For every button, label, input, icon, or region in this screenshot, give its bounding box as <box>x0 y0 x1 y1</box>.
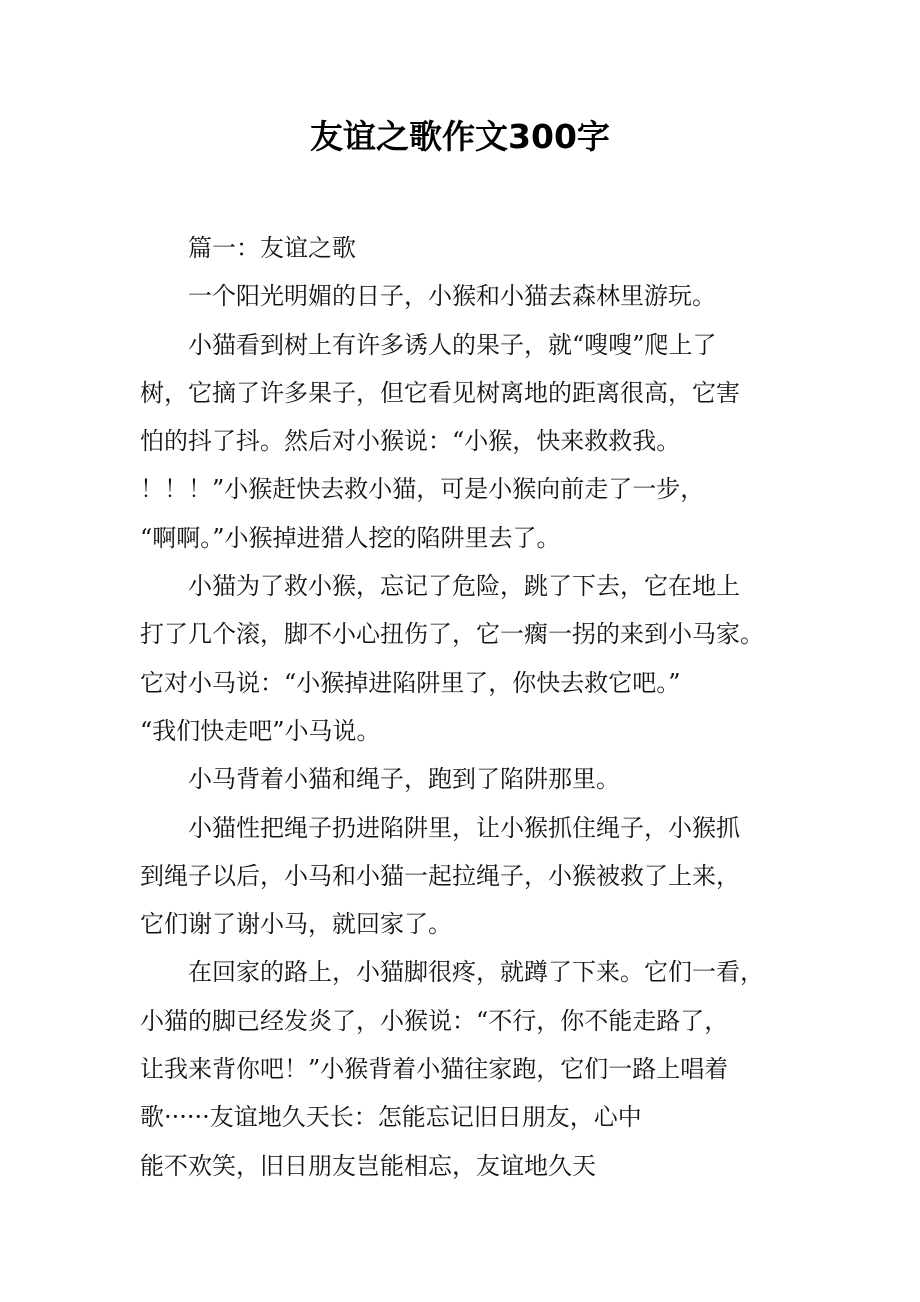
text-line: 小猫看到树上有许多诱人的果子，就“嗖嗖”爬上了 <box>188 330 717 359</box>
text-line: 它对小马说：“小猴掉进陷阱里了，你快去救它吧。” <box>140 668 681 697</box>
text-line: 小猫性把绳子扔进陷阱里，让小猴抓住绳子，小猴抓 <box>188 813 740 842</box>
text-line: 小猫为了救小猴，忘记了危险，跳了下去，它在地上 <box>188 572 740 601</box>
text-line: 树，它摘了许多果子，但它看见树离地的距离很高，它害 <box>140 378 740 407</box>
text-line: 到绳子以后，小马和小猫一起拉绳子，小猴被救了上来， <box>140 861 740 890</box>
text-line: 小猫的脚已经发炎了，小猴说：“不行，你不能走路了， <box>140 1006 729 1035</box>
text-line: 怕的抖了抖。然后对小猴说：“小猴，快来救救我。 <box>140 427 681 456</box>
text-line: 歌······友谊地久天长：怎能忘记旧日朋友，心中 <box>140 1103 642 1132</box>
text-line: 在回家的路上，小猫脚很疼，就蹲了下来。它们一看， <box>188 958 764 987</box>
text-line: 小马背着小猫和绳子，跑到了陷阱那里。 <box>188 765 620 794</box>
text-line: ！！！”小猴赶快去救小猫，可是小猴向前走了一步， <box>140 475 705 504</box>
text-line: 一个阳光明媚的日子，小猴和小猫去森林里游玩。 <box>188 282 716 311</box>
text-line: 能不欢笑，旧日朋友岂能相忘，友谊地久天 <box>140 1151 596 1180</box>
text-line: 让我来背你吧！”小猴背着小猫往家跑，它们一路上唱着 <box>140 1055 729 1084</box>
document-body <box>140 224 780 1190</box>
text-line: 它们谢了谢小马，就回家了。 <box>140 910 452 939</box>
section-heading: 篇一：友谊之歌 <box>188 234 356 262</box>
text-line: “啊啊。”小猴掉进猎人挖的陷阱里去了。 <box>140 523 561 552</box>
document-title: 友谊之歌作文300字 <box>310 117 610 156</box>
text-line: 打了几个滚，脚不小心扭伤了，它一瘸一拐的来到小马家。 <box>140 620 764 649</box>
text-line: “我们快走吧”小马说。 <box>140 716 381 745</box>
